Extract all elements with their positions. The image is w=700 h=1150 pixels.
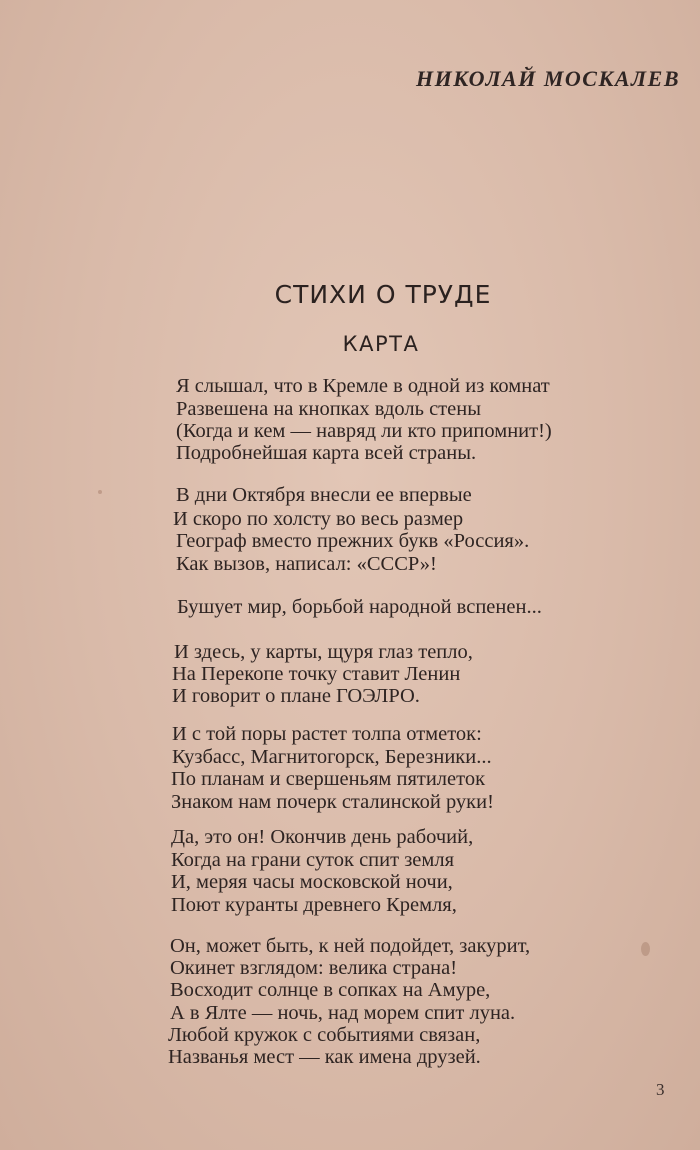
poem-line: И здесь, у карты, щуря глаз тепло, [174,641,473,663]
paper-stain [641,942,650,956]
poem-line: В дни Октября внесли ее впервые [176,484,472,506]
poem-line: Развешена на кнопках вдоль стены [176,398,481,420]
poem-line: Да, это он! Окончив день рабочий, [171,826,474,848]
poem-line: Он, может быть, к ней подойдет, закурит, [170,935,531,957]
poem-line: Знаком нам почерк сталинской руки! [171,791,494,813]
page-number: 3 [656,1080,665,1099]
poem-line: Как вызов, написал: «СССР»! [176,553,437,575]
poem-line: Названья мест — как имена друзей. [168,1046,481,1068]
poem-line: (Когда и кем — навряд ли кто припомнит!) [176,420,552,442]
poem-line: Я слышал, что в Кремле в одной из комнат [176,375,550,397]
poem-line: Подробнейшая карта всей страны. [176,442,477,464]
poem-line: И скоро по холсту во весь размер [173,508,464,530]
poem-line: Любой кружок с событиями связан, [168,1024,481,1046]
poem-line: На Перекопе точку ставит Ленин [172,663,461,685]
poem-line: И с той поры растет толпа отметок: [172,723,482,745]
poem-line: Поют куранты древнего Кремля, [171,894,457,916]
poem-line: Бушует мир, борьбой народной вспенен... [177,596,542,618]
cycle-title: СТИХИ О ТРУДЕ [274,280,492,309]
paper-speck [98,490,102,494]
poem-line: По планам и свершеньям пятилеток [171,768,486,790]
poem-title: КАРТА [342,332,420,356]
poem-line: И, меряя часы московской ночи, [171,871,453,893]
poem-line: Географ вместо прежних букв «Россия». [176,530,530,552]
poem-line: А в Ялте — ночь, над морем спит луна. [170,1002,516,1024]
poem-line: И говорит о плане ГОЭЛРО. [172,685,420,707]
author-name: НИКОЛАЙ МОСКАЛЕВ [416,66,680,91]
poem-line: Окинет взглядом: велика страна! [170,957,458,979]
poem-line: Кузбасс, Магнитогорск, Березники... [172,746,492,768]
poem-line: Когда на грани суток спит земля [171,849,455,871]
poem-line: Восходит солнце в сопках на Амуре, [170,979,491,1001]
